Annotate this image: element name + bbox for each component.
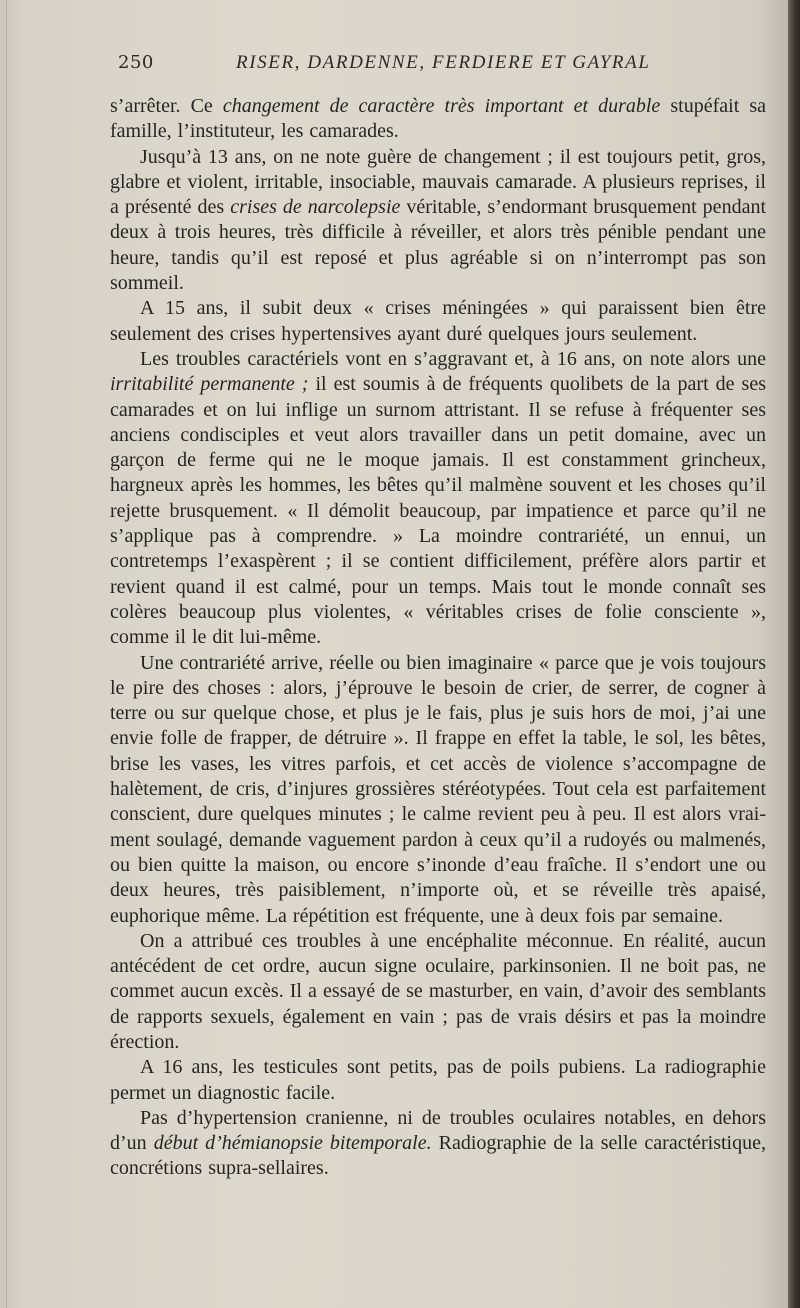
emphasis: début d’hémianopsie bitemporale. [153,1132,432,1155]
paragraph: A 15 ans, il subit deux « crises méningées » qui paraissent bien être seulement des crises hypertensives ayant duré quelques jours seulement. [110,297,766,345]
body-text [110,94,766,1182]
paragraph: s’arrêter. Ce changement de caractère très important et durable stupéfait sa famille, l’instituteur, les camarades. [110,95,766,143]
paragraph: On a attribué ces troubles à une encéphalite méconnue. En réalité, aucun antécédent de cet ordre, aucun signe oculaire, parkinsonien. Il ne boit pas, ne commet aucun excès. Il a essayé de se masturber, en vain, d’avoir des semblants de rapports sexuels, également en vain ; pas de vrais désirs et pas la moindre érection. [110,929,766,1053]
emphasis: crises de narcolepsie [230,196,401,219]
emphasis: irritabilité permanente ; [110,373,309,396]
paragraph: Jusqu’à 13 ans, on ne note guère de changement ; il est toujours petit, gros, glabre et violent, irritable, insociable, mauvais camarade. A plusieurs reprises, il a présenté des crises de narcolepsie véritable, s’endormant brusquement pendant deux à trois heures, très difficile à réveiller, et alors très pénible pendant une heure, tandis qu’il est reposé et plus agréable si on n’interrompt pas son sommeil. [110,145,766,295]
page-edge-line [6,0,7,1308]
page-number: 250 [118,52,154,73]
page-header [118,52,758,78]
running-head: RISER, DARDENNE, FERDIERE ET GAYRAL [236,52,651,73]
paragraph: A 16 ans, les testicules sont petits, pas de poils pubiens. La radiographie permet un diagnostic facile. [110,1056,766,1104]
paragraph: Les troubles caractériels vont en s’aggravant et, à 16 ans, on note alors une irritabilité permanente ; il est soumis à de fréquents quolibets de la part de ses camarades et on lui inflige un surnom attristant. Il se refuse à fréquenter ses anciens condisciples et veut alors travailler dans un petit domaine, avec un garçon de ferme qui ne le moque jamais. Il est constamment grincheux, hargneux après les hommes, les bêtes qu’il malmène souvent et les choses qu’il rejette brusquement. « Il démolit beaucoup, par impatience et parce qu’il ne s’applique pas à comprendre. » La moindre contrariété, un ennui, un contretemps l’exaspèrent ; il se contient difficilement, préfère alors partir et revient quand il est calmé, pour un temps. Mais tout le monde connaît ses colères beaucoup plus violentes, « véritables crises de folie consciente », comme il le dit lui-même. [110,347,766,649]
page-edge-shadow [788,0,800,1308]
paragraph: Une contrariété arrive, réelle ou bien imaginaire « parce que je vois toujours le pire des choses : alors, j’éprouve le besoin de crier, de serrer, de cogner à terre ou sur quelque chose, et plus je le fais, plus je suis hors de moi, j’ai une envie folle de frapper, de détruire ». Il frappe en effet la table, le sol, les bêtes, brise les vases, les vitres parfois, et cet accès de violence s’accompagne de halètement, de cris, d’injures grossières stéréotypées. Tout cela est parfaitement conscient, dure quelques minutes ; le calme revient peu à peu. Il est alors vraiment soulagé, demande vaguement pardon à ceux qu’il a rudoyés ou malmenés, ou bien quitte la maison, ou encore s’inonde d’eau fraîche. Il s’endort une ou deux heures, très paisiblement, n’importe où, et se réveille très apaisé, euphorique même. La répétition est fréquente, une à deux fois par semaine. [110,651,766,927]
paragraph: Pas d’hypertension cranienne, ni de troubles oculaires notables, en dehors d’un début d’hémianopsie bitemporale. Radiographie de la selle caractéristique, concrétions supra-sellaires. [110,1106,766,1180]
emphasis: changement de caractère très important et durable [222,95,661,117]
